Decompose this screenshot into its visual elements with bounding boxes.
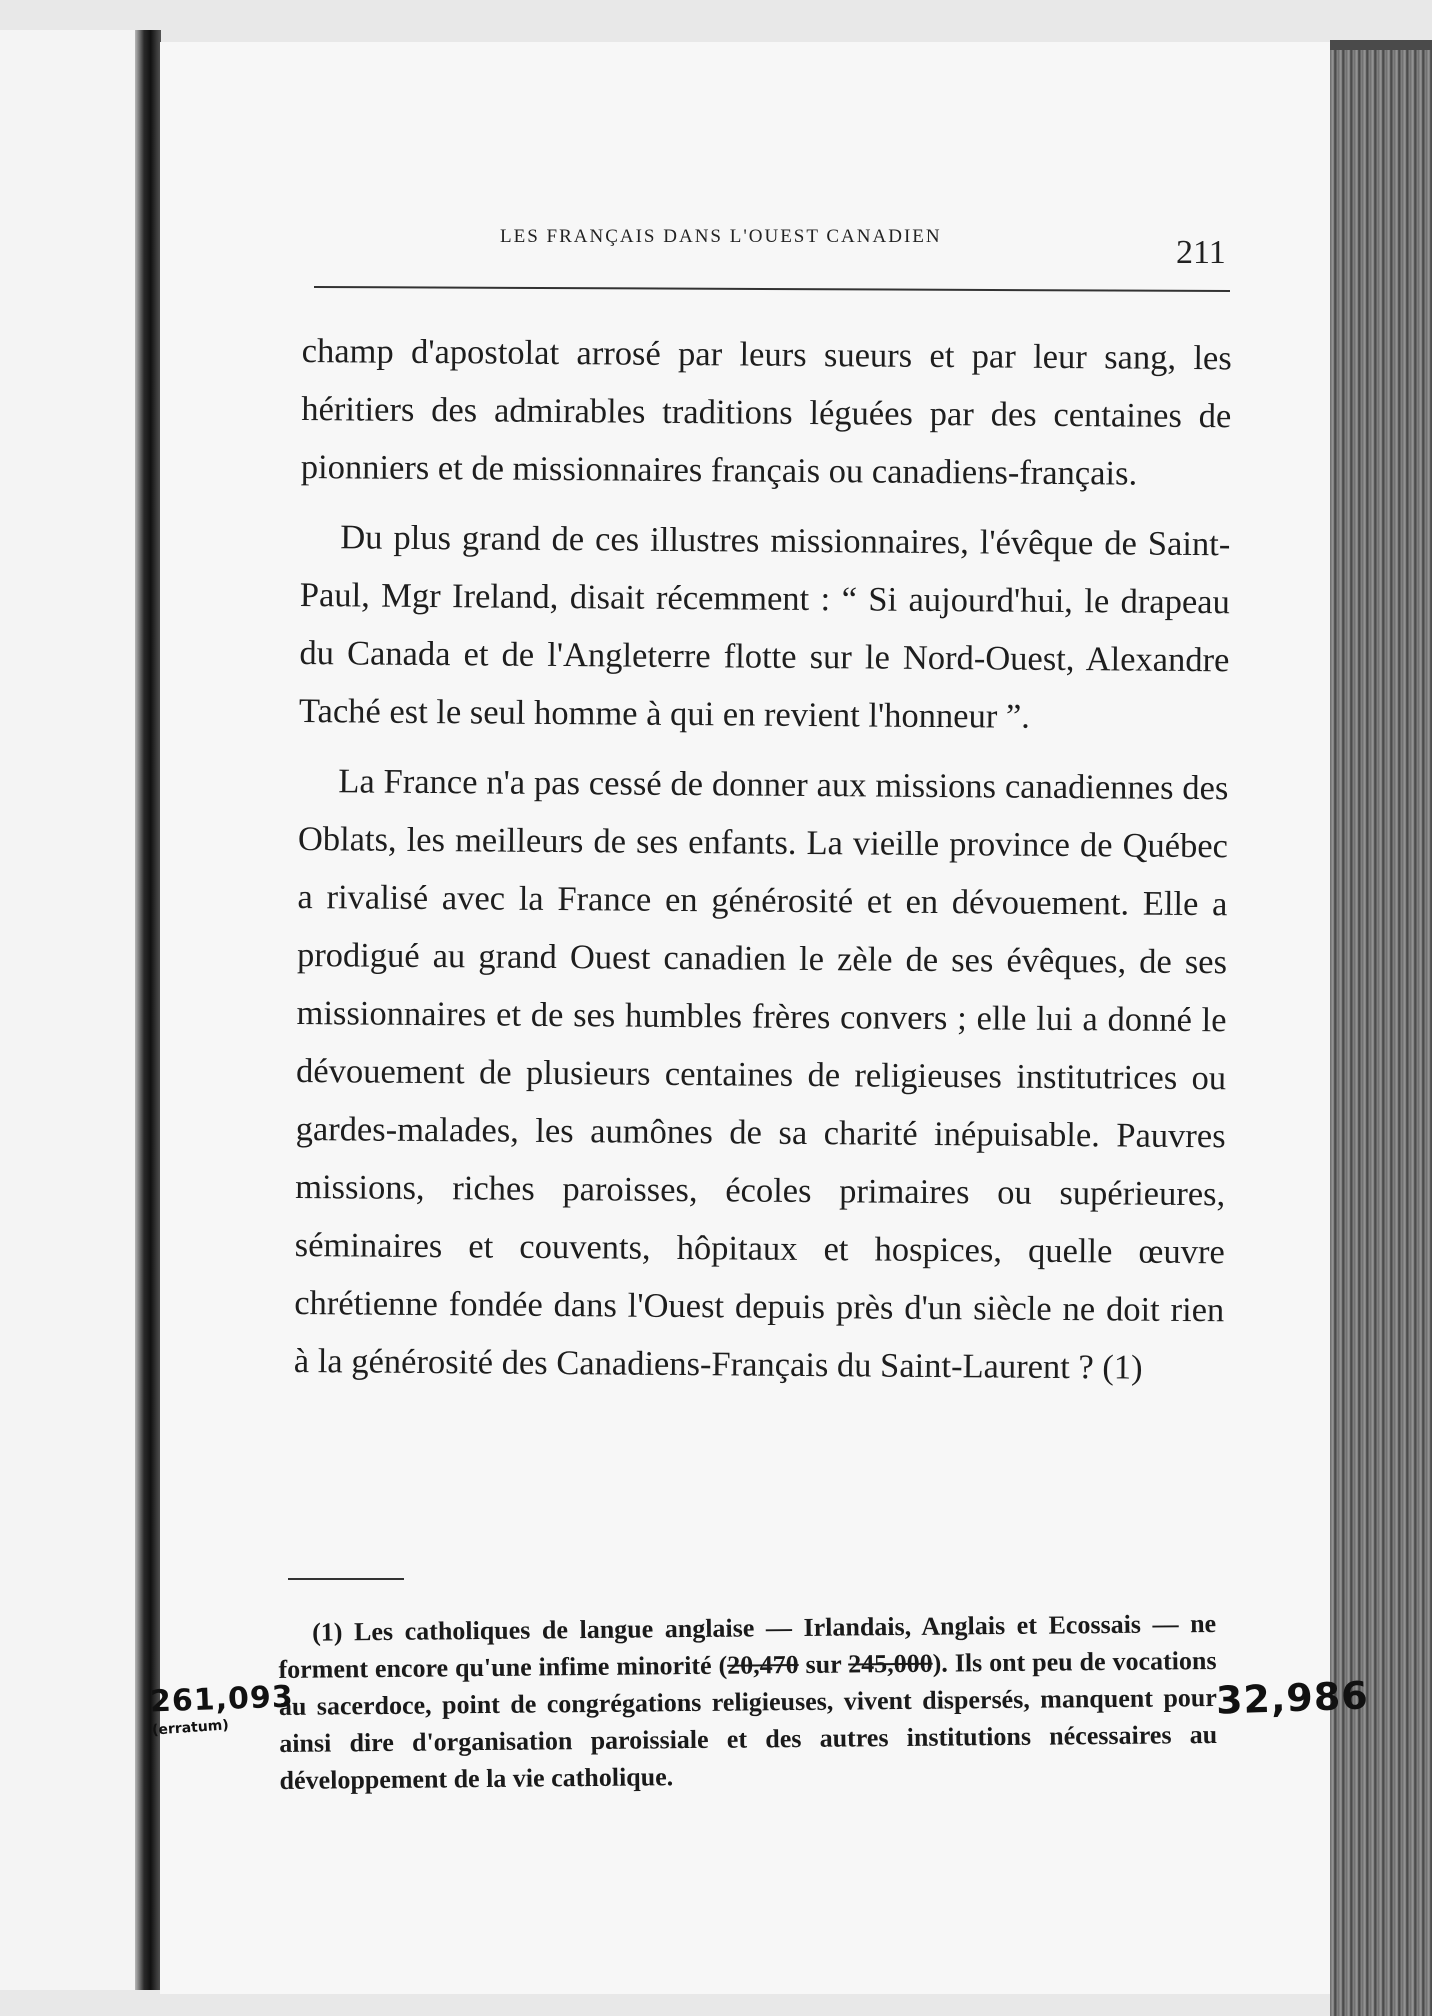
paragraph-1: champ d'apostolat arrosé par leurs sueurs et par leur sang, les héritiers des admirables traditions léguées par des centaines de pionniers et de missionnaires français ou canadiens-français. [300,331,1232,493]
handwritten-correction-left: 261,093 [149,1679,295,1720]
handwritten-correction-right: 32,986 [1215,1673,1370,1723]
footnote [278,1605,1218,1799]
page-number: 211 [1176,234,1226,271]
footnote-rule [288,1578,404,1580]
handwritten-erratum-note: (erratum) [151,1717,230,1739]
running-title: LES FRANÇAIS DANS L'OUEST CANADIEN [500,226,942,247]
paragraph-3: La France n'a pas cessé de donner aux missions canadiennes des Oblats, les meilleurs de ses enfants. La vieille province de Québec a rivalisé avec la France en générosité et en dévouement. Elle a prodigué au grand Ouest canadien le zèle de ses évêques, de ses missionnaires et de ses humbles frères convers ; elle lui a donné le dévouement de plusieurs centaines de religieuses institutrices ou gardes-malades, les aumônes de sa charité inépuisable. Pauvres missions, riches paroisses, écoles primaires ou supérieures, séminaires et couvents, hôpitaux et hospices, quelle œuvre chrétienne fondée dans l'Ouest depuis près d'un siècle ne doit rien à la générosité des Canadiens-Français du Saint-Laurent ? (1) [293,762,1229,1387]
struck-number-1: 20,470 [727,1650,799,1680]
main-text [294,322,1232,1409]
left-page-edge [0,30,140,1990]
struck-number-2: 245,000 [848,1648,933,1679]
footnote-part-3: ). Ils ont peu de vocations au sacerdoce, point de congrégations religieuses, vivent dispersés, manquent pour ainsi dire d'organisation paroissiale et des autres institutions nécessaires au développement de la vie catholique. [278,1645,1218,1795]
footnote-text [278,1605,1218,1799]
footnote-part-2: sur [798,1649,849,1680]
page-block-edges [1330,50,1432,2016]
footnote-part-1: (1) Les catholiques de langue anglaise — Irlandais, Anglais et Ecossais — ne forment encore qu'une infime minorité ( [278,1608,1217,1684]
paragraph-2: Du plus grand de ces illustres missionnaires, l'évêque de Saint-Paul, Mgr Ireland, disait récemment : “ Si aujourd'hui, le drapeau du Canada et de l'Angleterre flotte sur le Nord-Ouest, Alexandre Taché est le seul homme à qui en revient l'honneur ”. [298,518,1231,736]
